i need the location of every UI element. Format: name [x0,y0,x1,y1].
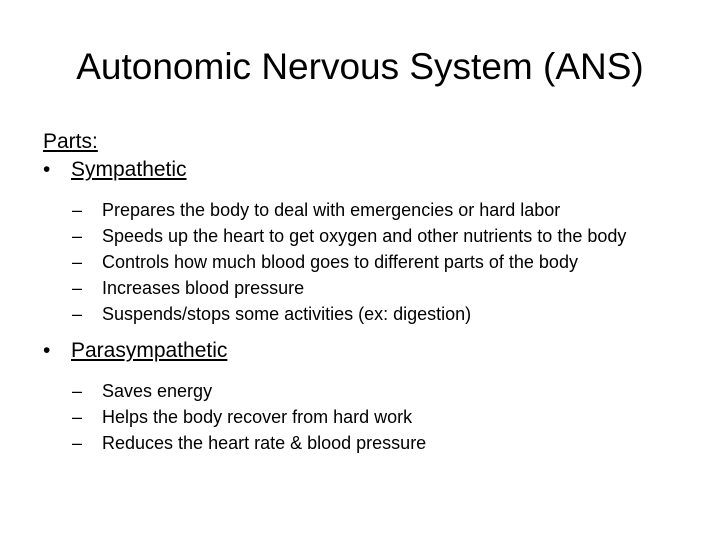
dash-marker: – [72,433,83,453]
dash-marker: – [72,200,83,220]
list-item [43,226,683,247]
slide-body [43,128,683,459]
dash-marker: – [72,304,83,324]
list-item-text: Reduces the heart rate & blood pressure [102,433,427,453]
dash-marker: – [72,252,83,272]
list-item [43,278,683,299]
bullet-parasympathetic [43,337,683,365]
list-item-text: Speeds up the heart to get oxygen and other nutrients to the body [102,226,627,246]
dash-marker: – [72,381,83,401]
dash-marker: – [72,226,83,246]
parasympathetic-list [43,381,683,454]
dash-marker: – [72,407,83,427]
list-item-text: Suspends/stops some activities (ex: digestion) [102,304,472,324]
list-item-text: Controls how much blood goes to different parts of the body [102,252,578,272]
list-item [43,252,683,273]
list-item [43,381,683,402]
bullet-sympathetic [43,156,683,184]
slide-title: Autonomic Nervous System (ANS) [76,46,644,87]
bullet-dot: • [43,158,51,181]
bullet-dot: • [43,339,51,362]
dash-marker: – [72,278,83,298]
list-item [43,407,683,428]
sympathetic-list [43,200,683,325]
list-item-text: Increases blood pressure [102,278,305,298]
parts-label: Parts: [43,130,98,153]
list-item [43,200,683,221]
parasympathetic-label: Parasympathetic [71,339,228,362]
list-item-text: Helps the body recover from hard work [102,407,413,427]
list-item [43,433,683,454]
list-item [43,304,683,325]
sympathetic-label: Sympathetic [71,158,187,181]
list-item-text: Prepares the body to deal with emergencies or hard labor [102,200,561,220]
list-item-text: Saves energy [102,381,213,401]
